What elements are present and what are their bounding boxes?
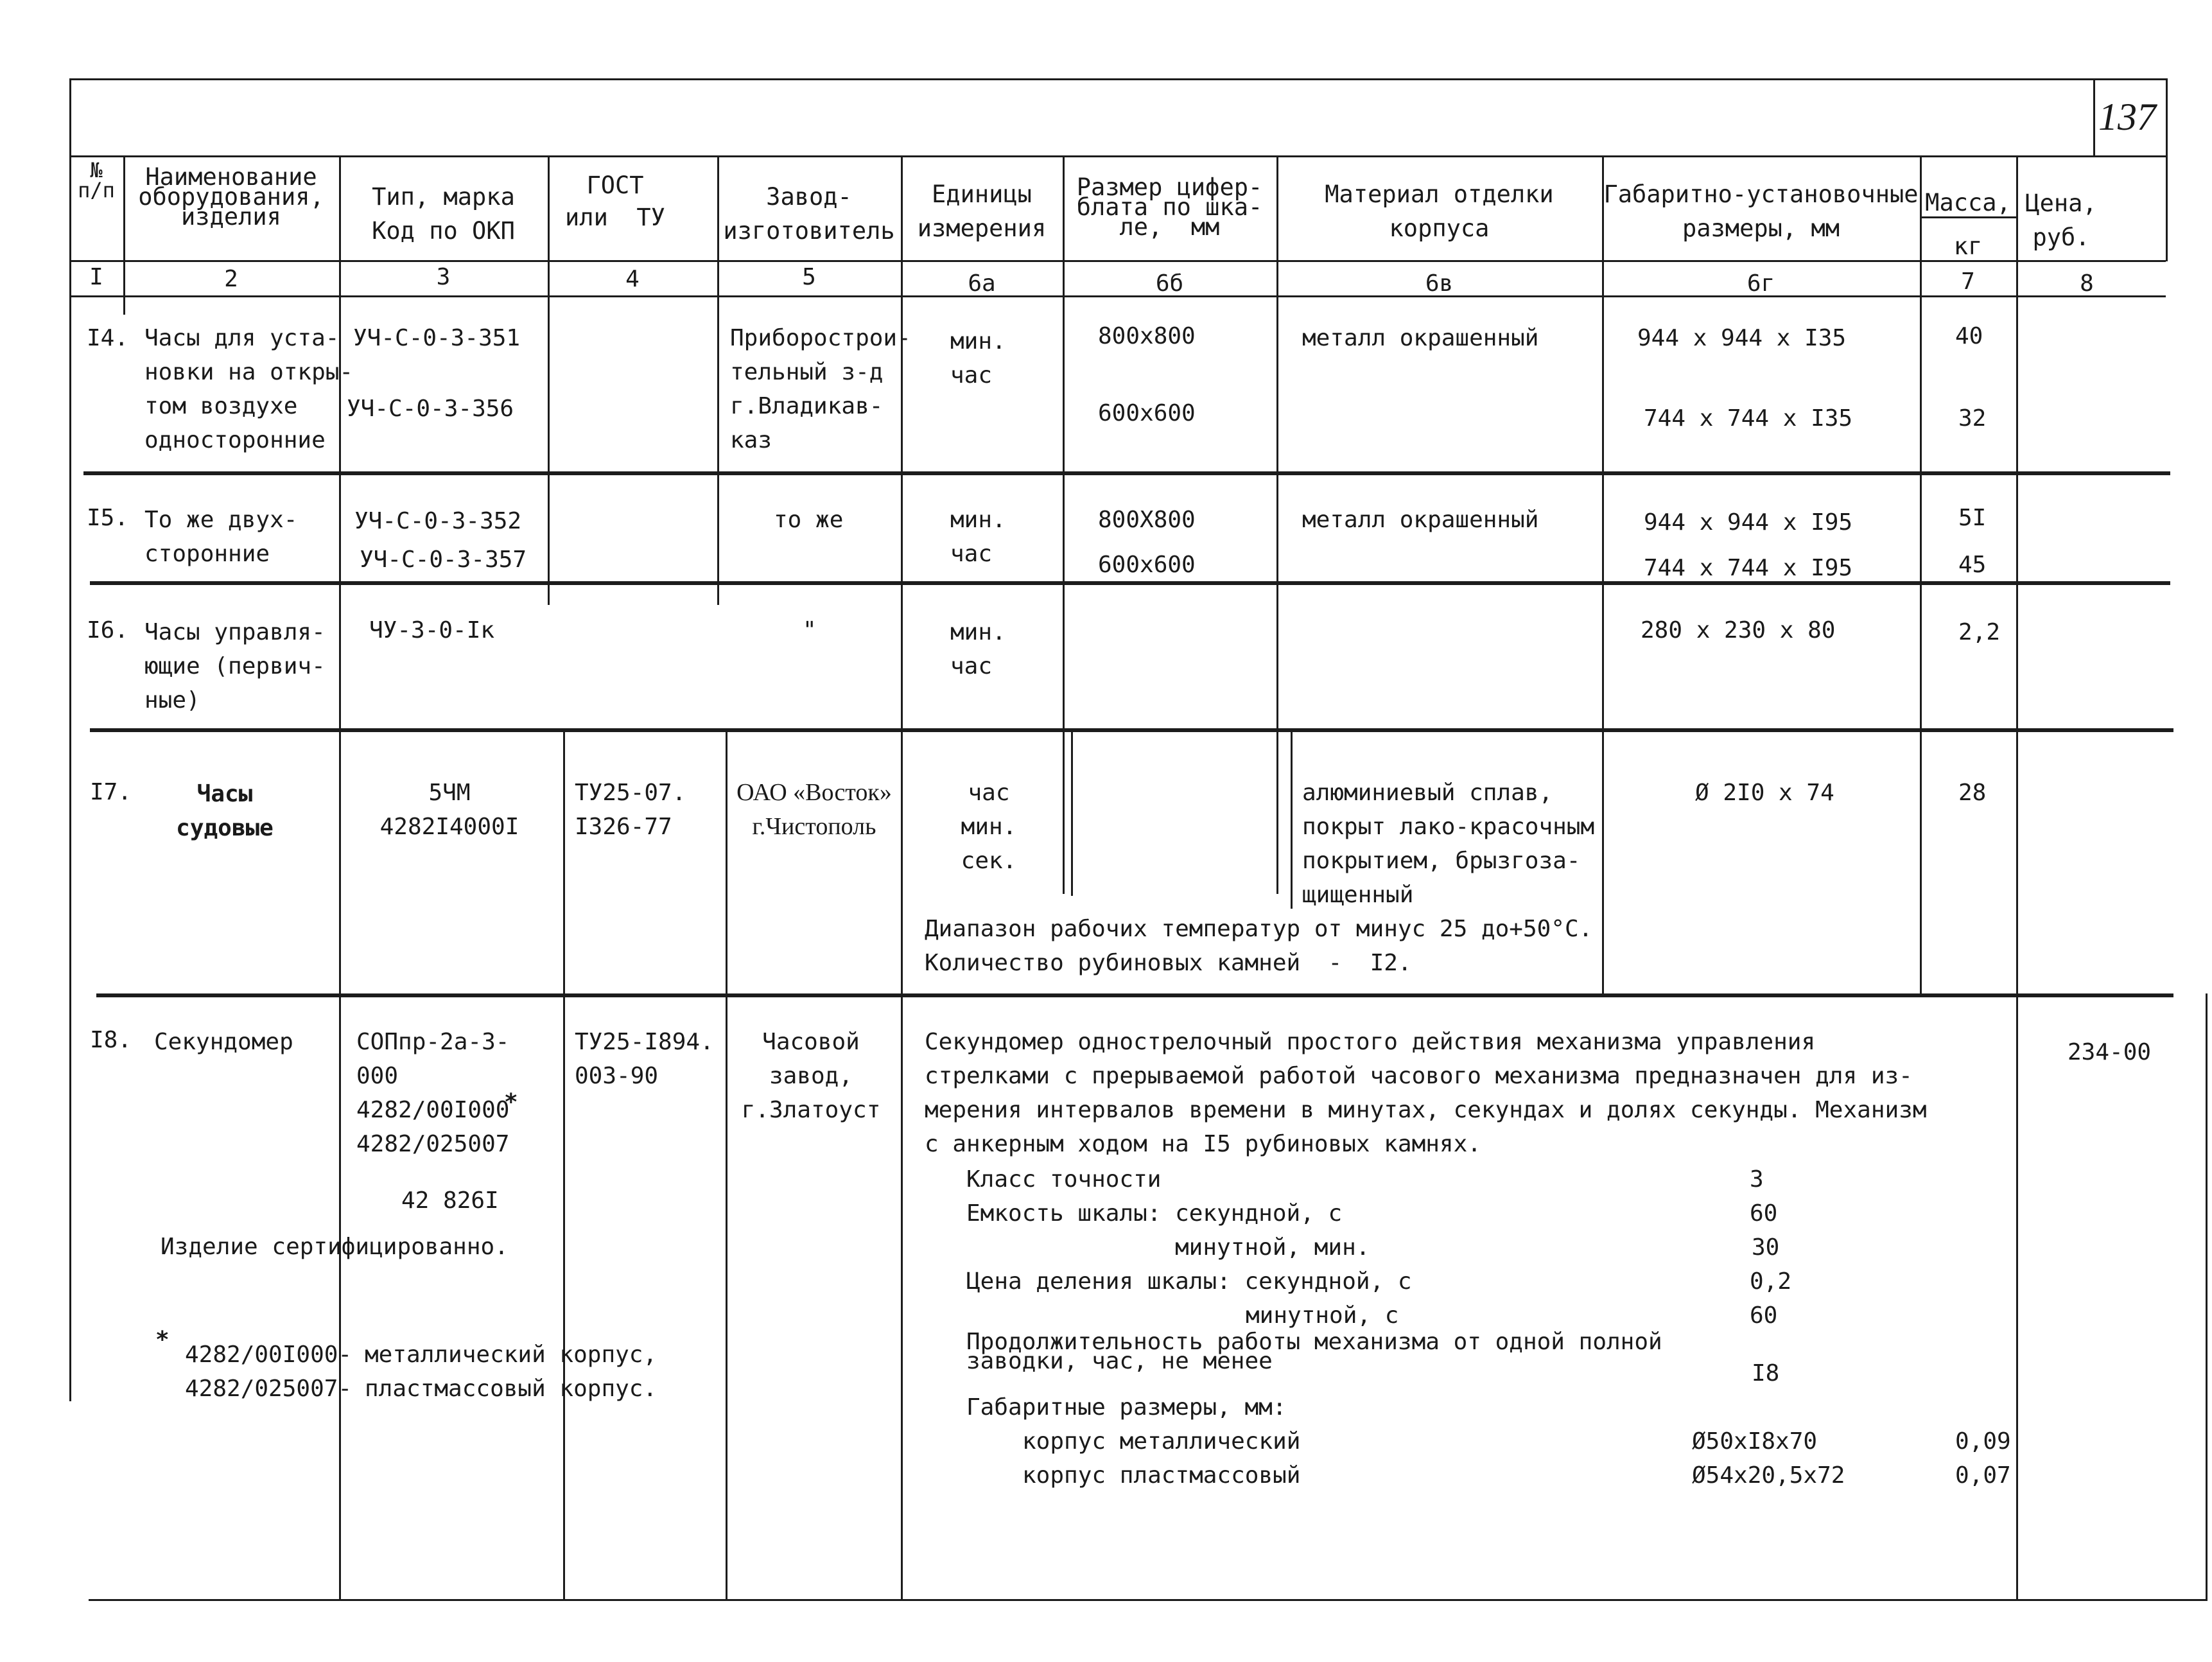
- row18-price: 234-00: [2068, 1039, 2152, 1065]
- row17-material: алюминиевый сплав, покрыт лако-красочным покрытием, брызгоза- щищенный: [1302, 780, 1595, 908]
- row15-dims1: 944 х 944 х I95: [1644, 509, 1853, 536]
- spec-label: Продолжительность работы механизма от одной полной заводки, час, не менее: [966, 1329, 1662, 1374]
- row16-maker: ": [803, 617, 817, 643]
- header-name: Наименование оборудования, изделия: [138, 163, 324, 231]
- row14-dial1: 800х800: [1098, 323, 1196, 349]
- row18-footnote-star: *: [155, 1327, 170, 1353]
- row14-material: металл окрашенный: [1302, 325, 1539, 351]
- colnum-5: 5: [802, 264, 816, 290]
- spec-label: Цена деления шкалы: секундной, с: [966, 1268, 1412, 1295]
- frame-right-lower: [2206, 993, 2208, 1601]
- colnum-1: I: [89, 264, 103, 290]
- row14-num: I4.: [87, 325, 129, 351]
- row16-type: ЧУ-3-0-Iк: [369, 617, 495, 643]
- spec-value: I8: [1752, 1360, 1780, 1386]
- row16-dims: 280 х 230 х 80: [1641, 617, 1836, 643]
- row17-note: Диапазон рабочих температур от минус 25 до+50°С. Количество рубиновых камней - I2.: [925, 916, 1593, 976]
- header-maker: Завод- изготовитель: [723, 183, 895, 245]
- frame-top: [69, 78, 2166, 80]
- row17-dims: Ø 2I0 х 74: [1695, 780, 1834, 806]
- row16-bottom-line: [90, 728, 2173, 732]
- row17-mass: 28: [1958, 780, 1987, 806]
- header-top-line: [69, 155, 2166, 157]
- row14-units: мин. час: [950, 328, 1006, 389]
- row18-maker: Часовой завод, г.Златоуст: [741, 1029, 881, 1123]
- spec-mass: 0,09: [1955, 1428, 2011, 1455]
- row17-maker: ОАО «Восток» г.Чистополь: [736, 779, 892, 840]
- row14-dial2: 600х600: [1098, 400, 1196, 426]
- colnum-7: 7: [1961, 268, 1975, 295]
- colnum-4: 4: [625, 266, 640, 292]
- col-sep-4b: [726, 732, 727, 1599]
- page-number: 137: [2098, 96, 2156, 138]
- header-mass: Масса, кг: [1925, 189, 2011, 260]
- colnum-6a: 6а: [968, 270, 996, 297]
- row18-footnote-codes: 4282/00I000- 4282/025007-: [185, 1342, 353, 1402]
- spec-label: корпус пластмассовый: [1022, 1462, 1301, 1489]
- row14-maker: Приборострои- тельный з-д г.Владикав- каз: [730, 325, 911, 453]
- col-sep-3b: [563, 732, 565, 1599]
- row18-certified: Изделие сертифицированно.: [161, 1234, 509, 1260]
- header-gost: ГОСТ или ТУ: [565, 171, 665, 231]
- page-box-left: [2093, 78, 2095, 155]
- spec-label: Габаритные размеры, мм:: [966, 1394, 1287, 1421]
- row15-units: мин. час: [950, 507, 1006, 567]
- header-dial: Размер цифер- блата по шка- ле, мм: [1076, 173, 1263, 241]
- row18-code: 42 826I: [401, 1187, 499, 1214]
- row15-dims2: 744 х 744 х I95: [1644, 555, 1853, 581]
- row15-material: металл окрашенный: [1302, 507, 1539, 533]
- spec-label: минутной, с: [1246, 1302, 1399, 1329]
- row14-mass1: 40: [1955, 323, 1983, 349]
- row17-gost: ТУ25-07. I326-77: [575, 780, 686, 840]
- header-units: Единицы измерения: [917, 180, 1047, 242]
- colnum-6v: 6в: [1425, 270, 1454, 297]
- spec-value: Ø54х20,5х72: [1692, 1462, 1845, 1489]
- row15-type1: УЧ-С-0-3-352: [354, 508, 522, 534]
- row15-type2: УЧ-С-0-3-357: [360, 547, 527, 573]
- row17-num: I7.: [90, 779, 132, 805]
- row16-mass: 2,2: [1958, 619, 2001, 645]
- row17-name: Часы судовые: [176, 781, 274, 841]
- row15-maker: то же: [774, 507, 844, 533]
- spec-label: минутной, мин.: [1175, 1234, 1370, 1261]
- colnum-8: 8: [2080, 270, 2094, 297]
- row15-mass1: 5I: [1958, 505, 1987, 531]
- spec-value: 3: [1750, 1166, 1764, 1193]
- spec-value: 30: [1752, 1234, 1780, 1261]
- row18-num: I8.: [90, 1027, 132, 1053]
- frame-right: [2166, 78, 2168, 261]
- row17-units: час мин. сек.: [961, 780, 1017, 874]
- spec-label: Емкость шкалы: секундной, с: [966, 1200, 1343, 1227]
- row15-mass2: 45: [1958, 552, 1987, 578]
- row14-dims2: 744 х 744 х I35: [1644, 405, 1853, 432]
- header-material: Материал отделки корпуса: [1325, 180, 1554, 242]
- row14-name: Часы для уста- новки на откры- том воздухе односторонние: [144, 325, 354, 453]
- colnum-3: 3: [436, 264, 451, 290]
- row18-type-star: *: [504, 1089, 518, 1115]
- row16-units: мин. час: [950, 619, 1006, 679]
- colnum-6g: 6г: [1746, 270, 1775, 297]
- row14-type1: УЧ-С-0-3-351: [353, 325, 521, 351]
- row14-mass2: 32: [1958, 405, 1987, 432]
- row17-bottom-line: [96, 993, 2173, 997]
- row17-type: 5ЧМ 4282I4000I: [379, 780, 519, 840]
- row15-num: I5.: [87, 505, 129, 531]
- row14-type2: УЧ-С-0-3-356: [347, 396, 514, 422]
- row15-dial2: 600х600: [1098, 552, 1196, 578]
- row17-dial-sep-ext: [1071, 732, 1073, 896]
- table-bottom-line: [89, 1599, 2208, 1601]
- header-dims: Габаритно-установочные размеры, мм: [1603, 180, 1919, 242]
- row17-material-sep-ext: [1291, 732, 1293, 909]
- spec-value: 60: [1750, 1302, 1778, 1329]
- row15-dial1: 800Х800: [1098, 507, 1196, 533]
- row15-name: То же двух- сторонние: [144, 507, 298, 567]
- spec-value: 60: [1750, 1200, 1778, 1227]
- colnum-6b: 6б: [1155, 270, 1184, 297]
- header-num: № п/п: [78, 158, 115, 202]
- colnum-2: 2: [224, 266, 238, 292]
- header-type: Тип, марка Код по ОКП: [372, 183, 515, 245]
- row18-gost: ТУ25-I894. 003-90: [575, 1029, 714, 1089]
- spec-mass: 0,07: [1955, 1462, 2011, 1489]
- row14-bottom-line: [83, 471, 2170, 475]
- row18-name: Секундомер: [154, 1029, 293, 1055]
- header-price: Цена, руб.: [2025, 189, 2097, 251]
- spec-value: Ø50хI8х70: [1692, 1428, 1818, 1455]
- row18-type: СОПпр-2а-3- 000 4282/00I000 4282/025007: [356, 1029, 510, 1157]
- row18-description: Секундомер однострелочный простого действия механизма управления стрелками с прерываемой работой часового механизма предназначен для из- мерения интервалов времени в минутах, секундах и долях секунды. Механизм с анкерным ходом на I5 рубиновых камнях.: [925, 1029, 1927, 1157]
- spec-label: Класс точности: [966, 1166, 1162, 1193]
- row14-dims1: 944 х 944 х I35: [1637, 325, 1847, 351]
- spec-label: корпус металлический: [1022, 1428, 1301, 1455]
- row18-footnote-text: металлический корпус, пластмассовый корпус.: [365, 1342, 658, 1402]
- row16-name: Часы управля- ющие (первич- ные): [144, 619, 326, 713]
- col-sep-7: [2016, 155, 2018, 1600]
- row16-num: I6.: [87, 617, 129, 643]
- spec-value: 0,2: [1750, 1268, 1792, 1295]
